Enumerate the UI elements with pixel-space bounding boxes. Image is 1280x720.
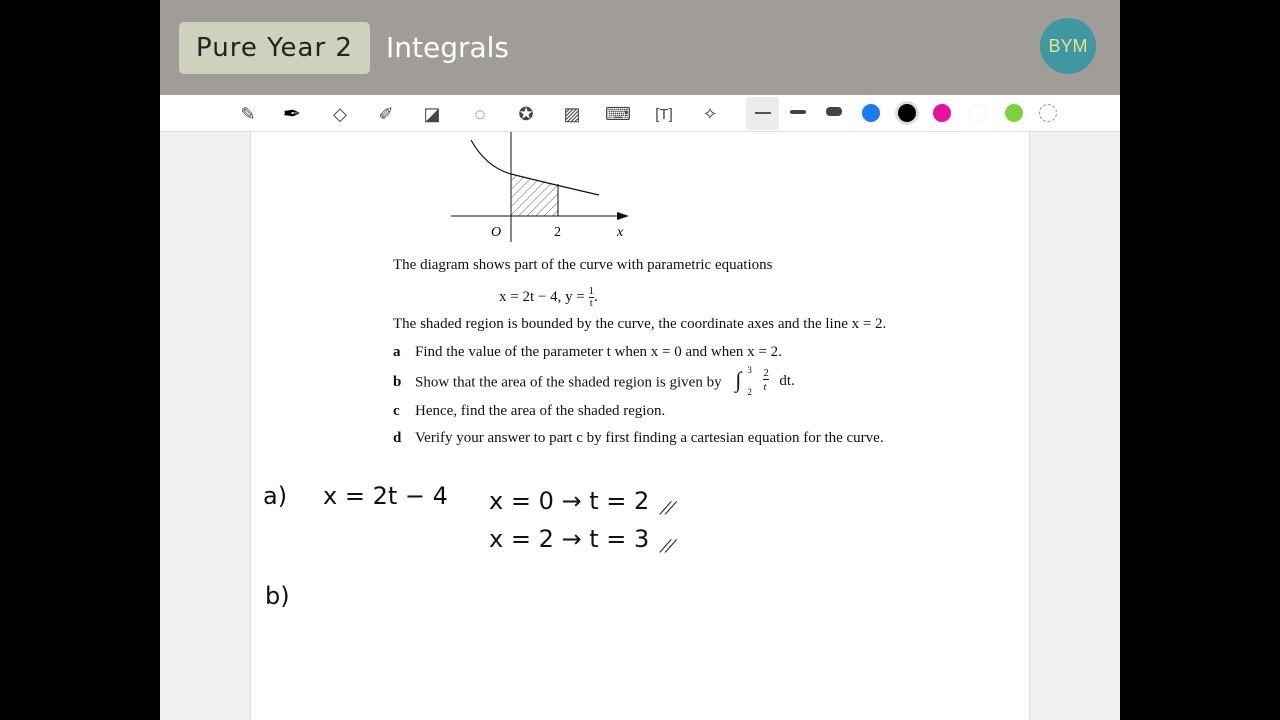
textbox-icon[interactable]: [T] <box>655 105 673 123</box>
x-tick-label: 2 <box>554 225 561 240</box>
highlighter-icon[interactable]: ✐ <box>378 103 394 124</box>
part-b <box>393 365 795 397</box>
color-black-selected[interactable] <box>898 104 916 122</box>
eq-denominator: t <box>589 297 593 309</box>
document-page <box>250 132 1030 720</box>
color-white[interactable] <box>969 104 987 122</box>
medium-stroke-button[interactable] <box>790 110 806 114</box>
zoom-draw-icon[interactable]: ✎ <box>240 103 256 124</box>
page-title: Integrals <box>386 31 510 64</box>
handwriting-b-label: b) <box>265 582 290 610</box>
pen-icon[interactable]: ✒ <box>282 101 302 126</box>
part-d <box>393 430 884 447</box>
thick-stroke-button[interactable] <box>826 107 842 116</box>
part-letter: c <box>393 403 400 419</box>
handwriting-a-equation: x = 2t − 4 <box>323 482 448 510</box>
part-letter: b <box>393 374 402 391</box>
equation: x = 2t − 4, y = $\frac{1}{t}$ . <box>499 285 598 309</box>
shapes-icon[interactable]: ◪ <box>423 103 441 124</box>
origin-label: O <box>491 225 502 240</box>
color-magenta[interactable] <box>933 104 951 122</box>
integrand-numerator: 2 <box>763 367 769 379</box>
keyboard-icon[interactable]: ⌨ <box>605 103 631 124</box>
integrand-denominator: t <box>763 381 767 393</box>
sticker-icon[interactable]: ✪ <box>518 103 534 124</box>
app-window <box>160 0 1120 720</box>
header <box>160 0 1120 95</box>
thin-stroke-button[interactable] <box>746 97 779 130</box>
course-chip[interactable]: Pure Year 2 <box>179 22 370 74</box>
upper-limit: 3 <box>747 365 752 375</box>
part-text: Verify your answer to part c by first finding a cartesian equation for the curve. <box>415 430 884 446</box>
eq-numerator: 1 <box>588 285 595 297</box>
handwriting-tick2: // <box>657 536 680 555</box>
intro-text: The diagram shows part of the curve with parametric equations <box>393 257 773 273</box>
part-letter: a <box>393 344 401 360</box>
lower-limit: 2 <box>747 387 752 397</box>
part-a <box>393 344 782 361</box>
x-axis-label: x <box>617 225 624 240</box>
curve-diagram <box>441 132 641 244</box>
image-icon[interactable]: ▨ <box>563 103 581 124</box>
lasso-icon[interactable]: ◌ <box>474 103 486 124</box>
laser-pointer-icon[interactable]: ✧ <box>702 103 718 124</box>
part-text: Show that the area of the shaded region is given by <box>415 374 722 391</box>
add-color-icon[interactable] <box>1039 104 1057 122</box>
eraser-icon[interactable]: ◇ <box>333 103 347 124</box>
shaded-text: The shaded region is bounded by the curve, the coordinate axes and the line x = 2. <box>393 316 887 332</box>
part-c <box>393 403 665 420</box>
integral-sign: ∫ <box>735 367 742 392</box>
part-letter: d <box>393 430 402 446</box>
handwriting-tick1: // <box>657 498 680 517</box>
logo: BYM <box>1040 18 1096 74</box>
color-green[interactable] <box>1005 104 1023 122</box>
handwriting-line1: x = 0 → t = 2 <box>489 487 650 515</box>
handwriting-a-label: a) <box>263 482 288 510</box>
part-text: Find the value of the parameter t when x = 0 and when x = 2. <box>415 344 782 360</box>
toolbar <box>160 95 1120 132</box>
part-text: Hence, find the area of the shaded region. <box>415 403 666 419</box>
handwriting-line2: x = 2 → t = 3 <box>489 525 650 553</box>
differential: dt. <box>779 373 795 389</box>
equation-text: x = 2t − 4, y = <box>499 288 585 305</box>
color-blue[interactable] <box>862 104 880 122</box>
